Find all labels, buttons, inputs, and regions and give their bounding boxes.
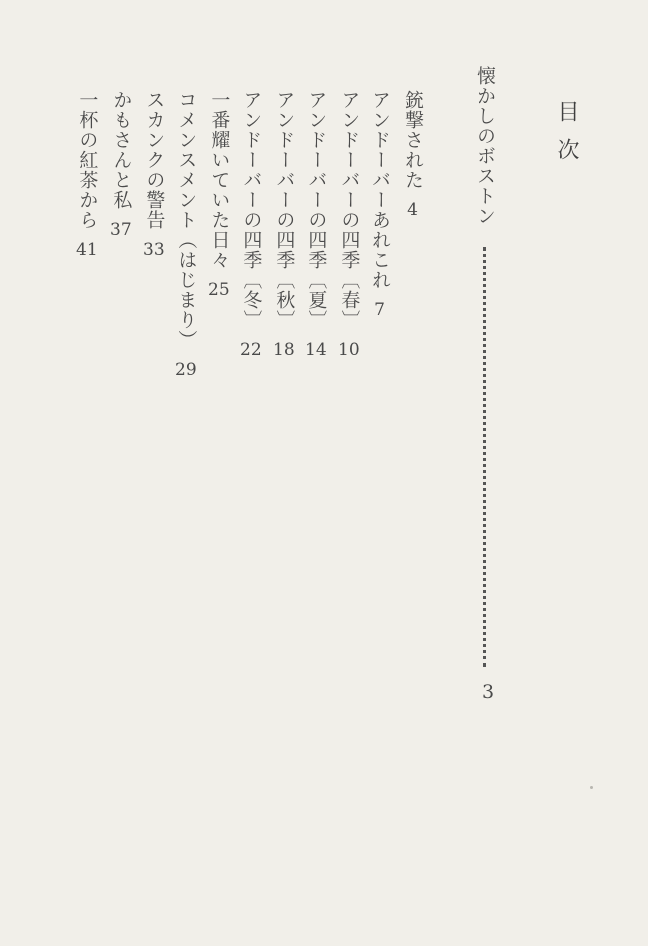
toc-entry-title: アンドーバーの四季〔冬〕 — [240, 90, 263, 330]
toc-entry — [403, 90, 422, 219]
toc-entry-page: 41 — [76, 240, 98, 260]
toc-entry-page: 4 — [407, 200, 418, 220]
toc-entry-title: アンドーバーの四季〔春〕 — [338, 90, 361, 330]
toc-entry — [305, 90, 327, 359]
paper-speck — [590, 786, 593, 789]
part-page-number: 3 — [477, 681, 499, 704]
toc-entry-title: 銃撃された — [402, 90, 424, 190]
toc-entry — [76, 90, 98, 259]
toc-entry-page: 7 — [374, 300, 385, 320]
toc-entry-title: アンドーバーあれこれ — [369, 90, 391, 290]
toc-entry — [143, 90, 165, 259]
toc-entry — [208, 90, 230, 299]
toc-entry-page: 14 — [305, 340, 327, 360]
toc-entry-page: 25 — [208, 280, 230, 300]
toc-entry-page: 10 — [338, 340, 360, 360]
toc-entry-title: かもさんと私 — [110, 90, 133, 210]
part-title: 懐かしのボストン — [474, 66, 496, 226]
dot-leader — [483, 247, 486, 667]
toc-entry-page: 37 — [110, 220, 132, 240]
toc-entry-title: コメンスメント（はじまり） — [175, 90, 198, 350]
toc-entry-title: アンドーバーの四季〔秋〕 — [273, 90, 296, 330]
toc-entry-title: アンドーバーの四季〔夏〕 — [305, 90, 328, 330]
toc-entry-page: 22 — [240, 340, 262, 360]
toc-entry — [240, 90, 262, 359]
toc-entry-title: 一番耀いていた日々 — [208, 90, 231, 270]
toc-entry-title: 一杯の紅茶から — [76, 90, 99, 230]
toc-entry — [370, 90, 389, 319]
toc-entry-page: 29 — [175, 360, 197, 380]
toc-entry — [273, 90, 295, 359]
toc-entry-title: スカンクの警告 — [143, 90, 166, 230]
toc-entry — [110, 90, 132, 239]
toc-entry — [338, 90, 360, 359]
toc-entry-page: 18 — [273, 340, 295, 360]
toc-entry — [175, 90, 197, 379]
toc-entry-page: 33 — [143, 240, 165, 260]
toc-heading: 目次 — [554, 100, 579, 176]
